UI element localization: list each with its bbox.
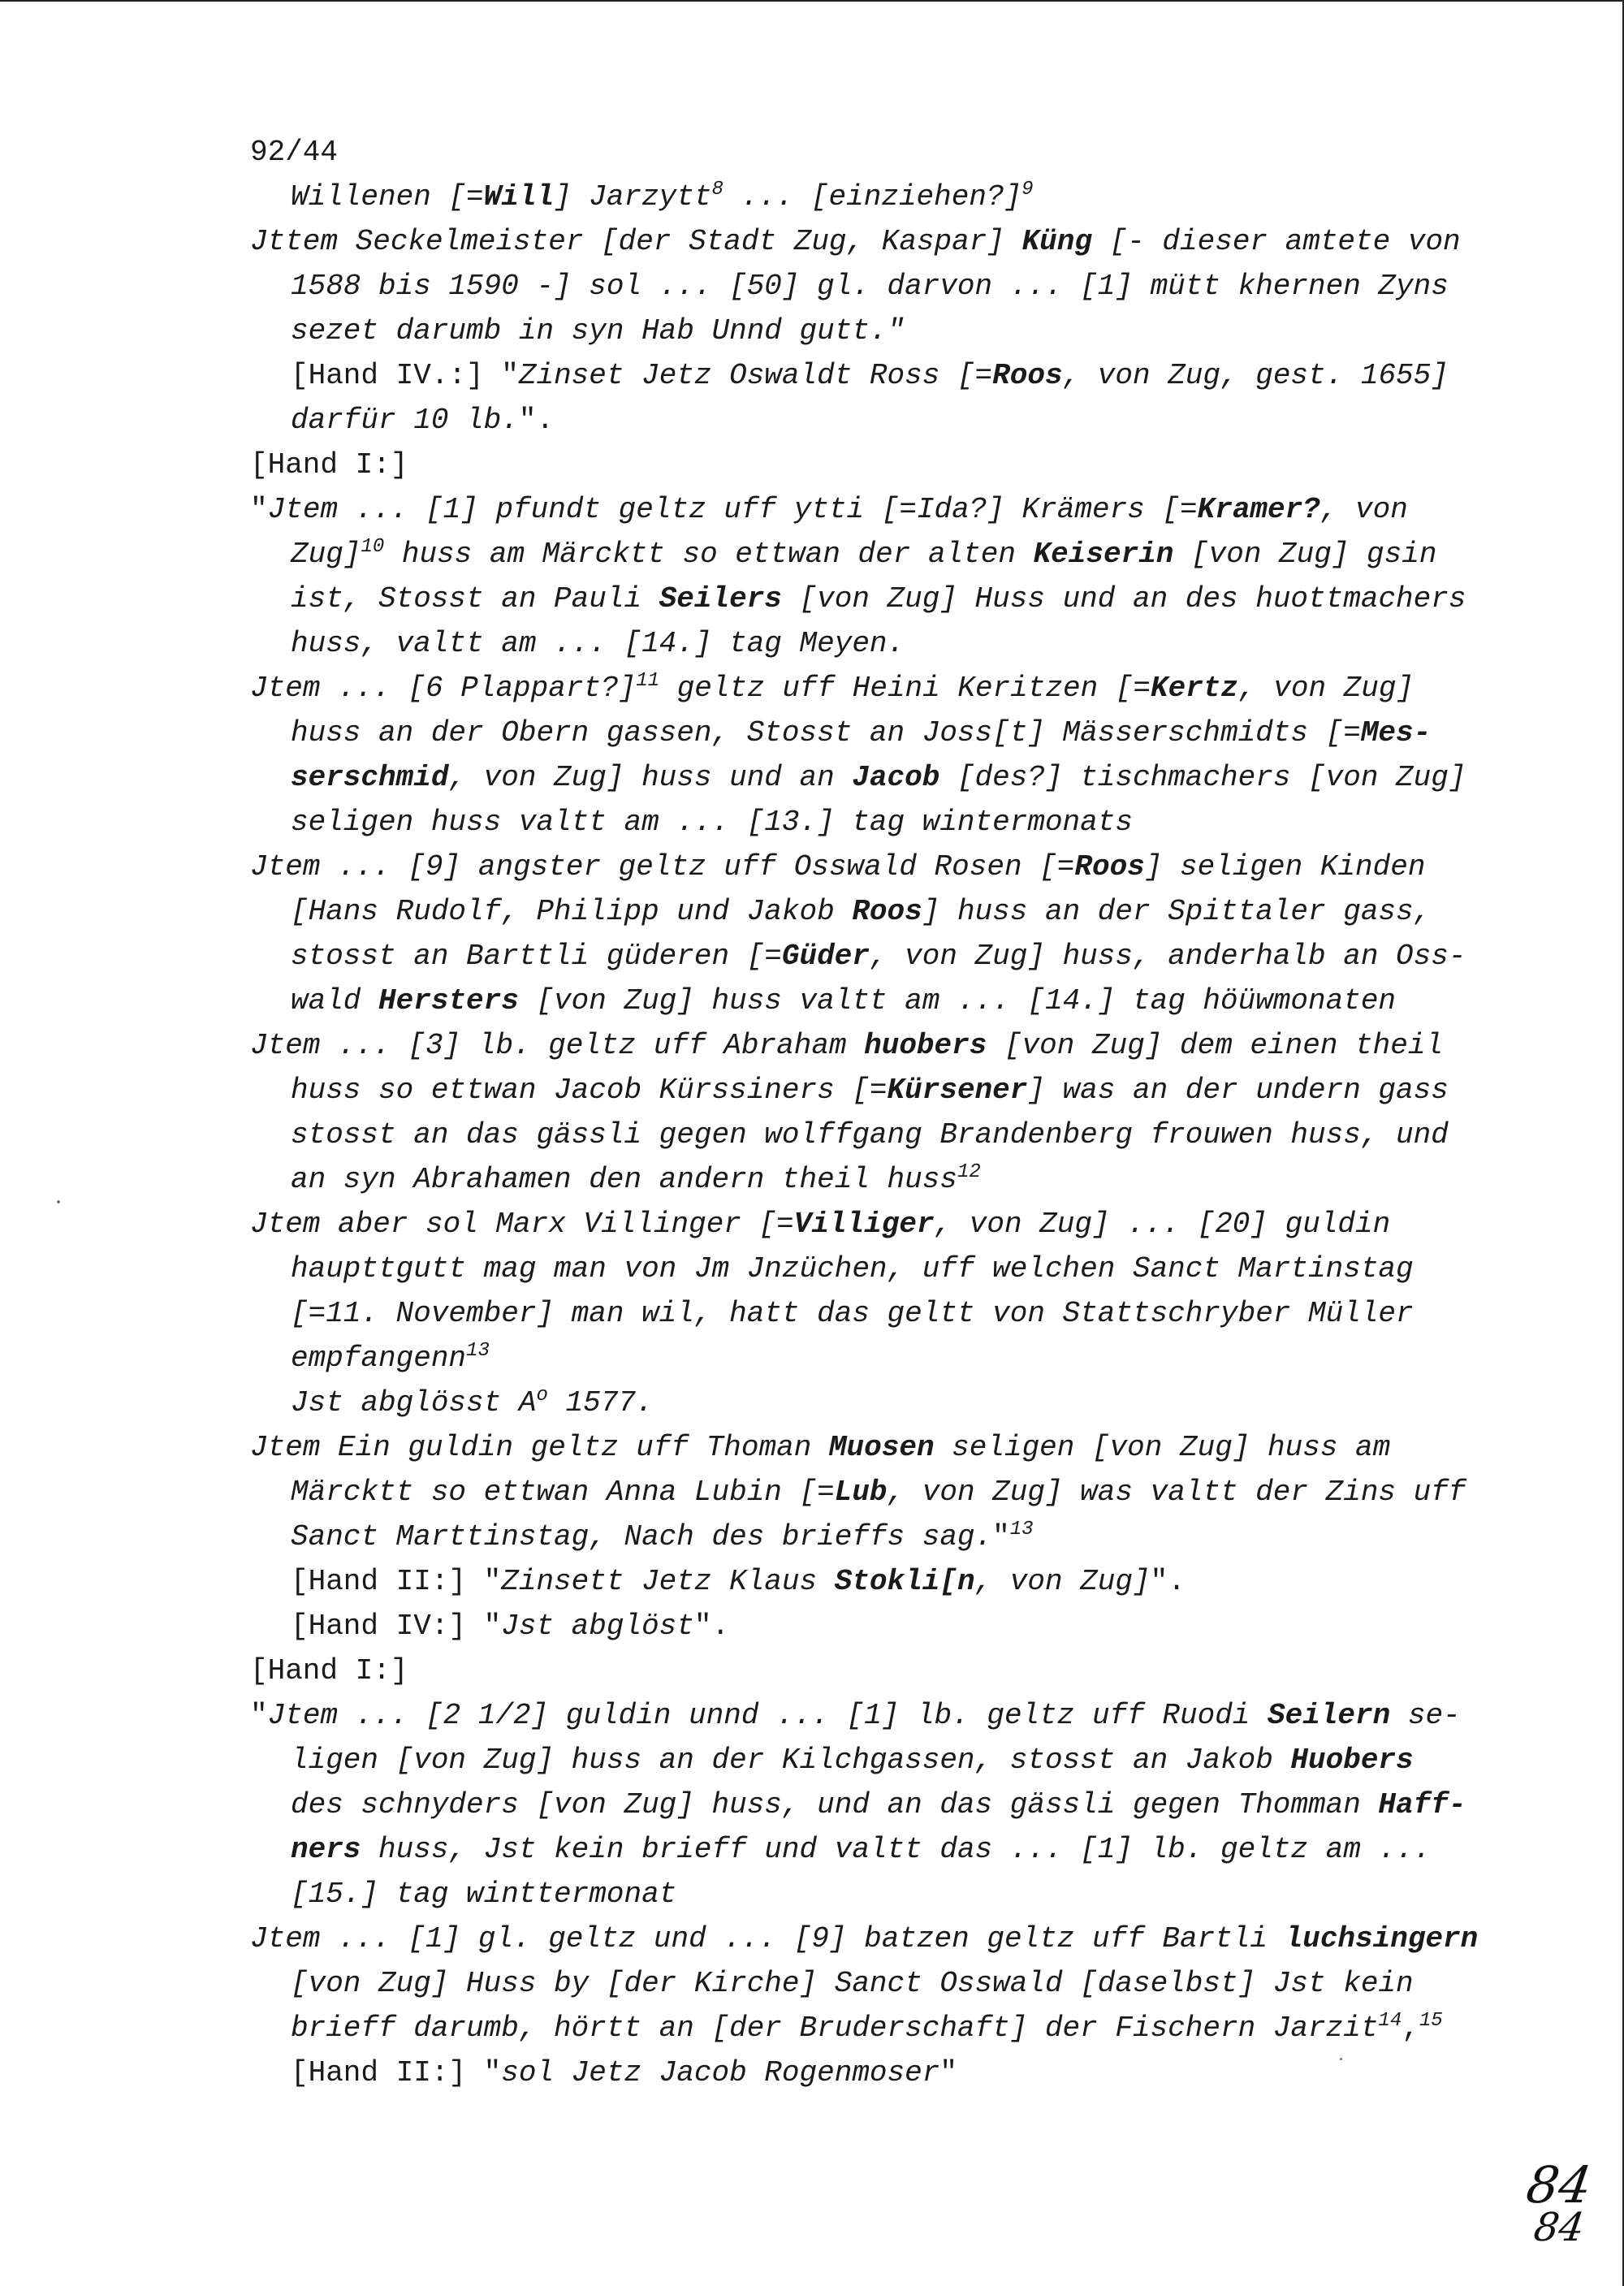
text-run: , von Zug] ... [20] guldin	[934, 1208, 1391, 1241]
text-run: , von Zug] huss und an	[448, 761, 853, 794]
text-run: [- dieser amtete von	[1091, 225, 1461, 258]
transcription-body	[250, 130, 1501, 2095]
footnote-marker: 11	[636, 670, 660, 692]
text-run: huss am Märcktt so ettwan der alten	[384, 538, 1034, 571]
text-run: , von Zug]	[1238, 672, 1415, 705]
transcription-line	[250, 2050, 1501, 2095]
text-run: Jtem Ein guldin geltz uff Thoman	[250, 1431, 829, 1464]
text-run: huss so ettwan Jacob Kürssiners [=	[291, 1074, 888, 1107]
text-run: "	[250, 1699, 268, 1732]
text-run: huss an der Obern gassen, Stosst an Joss[t] Mässerschmidts [=	[291, 716, 1361, 750]
transcription-line	[250, 175, 1501, 219]
bold-name: Seilers	[659, 582, 782, 616]
transcription-line	[250, 532, 1501, 577]
bold-name: Roos	[852, 895, 922, 928]
transcription-line	[250, 2006, 1501, 2050]
transcription-lines	[250, 175, 1501, 2095]
footnote-marker: 9	[1021, 179, 1034, 201]
text-run: seligen huss valtt am ... [13.] tag wintermonats	[291, 806, 1133, 839]
text-run: ] Jarzytt	[554, 180, 712, 214]
text-run: Jtem ... [1] gl. geltz und ... [9] batzen geltz uff Bartli	[250, 1922, 1285, 1955]
transcription-line	[250, 1425, 1501, 1470]
transcription-line	[250, 711, 1501, 755]
transcription-line	[250, 443, 1501, 487]
transcription-line	[250, 1604, 1501, 1649]
footnote-marker: 14	[1378, 2010, 1402, 2032]
text-run: ] seligen Kinden	[1144, 850, 1426, 884]
transcription-line	[250, 219, 1501, 264]
bold-name: Kürsener	[887, 1074, 1028, 1107]
bold-name: Haff-	[1378, 1788, 1466, 1821]
transcription-line	[250, 1827, 1501, 1872]
transcription-line	[250, 1917, 1501, 1961]
transcription-line	[250, 934, 1501, 979]
text-run: "	[992, 1520, 1010, 1554]
bold-name: Kramer?	[1197, 493, 1320, 526]
bold-name: Villiger	[793, 1208, 935, 1241]
transcription-line	[250, 1693, 1501, 1738]
transcription-line	[250, 979, 1501, 1023]
text-run: [Hand IV.:] "	[291, 359, 519, 392]
bold-name: Jacob	[852, 761, 940, 794]
transcription-line	[250, 1202, 1501, 1247]
text-run: huss, valtt am ... [14.] tag Meyen.	[291, 627, 905, 660]
bold-name: Küng	[1021, 225, 1092, 258]
bold-name: Lub	[834, 1476, 888, 1509]
bold-name: Seilern	[1268, 1699, 1391, 1732]
text-run: Zinset Jetz Oswaldt Ross [=	[518, 359, 993, 392]
footnote-marker: 12	[957, 1161, 981, 1183]
text-run: brieff darumb, hörtt an [der Bruderschaft] der Fischern Jarzit	[291, 2012, 1379, 2045]
text-run: [=11. November] man wil, hatt das geltt von Stattschryber Müller	[291, 1297, 1414, 1330]
text-run: ligen [von Zug] huss an der Kilchgassen, stosst an Jakob	[291, 1744, 1291, 1777]
text-run: ".	[1150, 1565, 1186, 1598]
footnote-marker: 13	[466, 1340, 490, 1362]
bold-name: Roos	[992, 359, 1063, 392]
footnote-marker: 15	[1419, 2010, 1443, 2032]
text-run: darfür 10 lb.	[291, 404, 519, 437]
transcription-line	[250, 889, 1501, 934]
transcription-line	[250, 1872, 1501, 1917]
transcription-line	[250, 353, 1501, 398]
transcription-line	[250, 1961, 1501, 2006]
transcription-line	[250, 1336, 1501, 1381]
transcription-line	[250, 398, 1501, 443]
text-run: [von Zug] Huss und an des huottmachers	[781, 582, 1466, 616]
text-run: ... [einziehen?]	[723, 180, 1022, 214]
bold-name: Muosen	[828, 1431, 935, 1464]
folio-number	[1522, 2155, 1596, 2250]
folio-handwritten: 84	[1531, 2205, 1587, 2250]
text-run: haupttgutt mag man von Jm Jnzüchen, uff welchen Sanct Martinstag	[291, 1252, 1414, 1286]
bold-name: Huobers	[1290, 1744, 1414, 1777]
text-run: sezet darumb in syn Hab Unnd gutt."	[291, 314, 905, 348]
text-run: stosst an Barttli güderen [=	[291, 940, 782, 973]
transcription-line	[250, 1470, 1501, 1515]
text-run: Willenen [=	[291, 180, 484, 214]
text-run: Jst abglösst A	[291, 1386, 537, 1420]
transcription-line	[250, 1381, 1501, 1425]
bold-name: Roos	[1074, 850, 1145, 884]
text-run: wald	[291, 984, 379, 1018]
transcription-line	[250, 1515, 1501, 1559]
text-run: [des?] tischmachers [von Zug]	[939, 761, 1466, 794]
bold-name: Keiserin	[1033, 538, 1174, 571]
text-run: ".	[518, 404, 555, 437]
text-run: Jtem ... [1] pfundt geltz uff ytti [=Ida?] Krämers [=	[267, 493, 1198, 526]
bold-name: Will	[483, 180, 555, 214]
text-run: Märcktt so ettwan Anna Lubin [=	[291, 1476, 835, 1509]
text-run: ] huss an der Spittaler gass,	[922, 895, 1432, 928]
text-run: ,	[1402, 2012, 1419, 2045]
text-run: [von Zug] gsin	[1173, 538, 1437, 571]
text-run: Jtem ... [3] lb. geltz uff Abraham	[250, 1029, 865, 1062]
text-run: [Hand I:]	[250, 448, 408, 482]
text-run: Zug]	[291, 538, 361, 571]
transcription-line	[250, 666, 1501, 711]
text-run: se-	[1390, 1699, 1461, 1732]
text-run: [Hand IV:] "	[291, 1610, 502, 1643]
transcription-line	[250, 1649, 1501, 1693]
text-run: [15.] tag winttermonat	[291, 1878, 677, 1911]
bold-name: luchsingern	[1285, 1922, 1479, 1955]
text-run: Jtem ... [6 Plappart?]	[250, 672, 637, 705]
text-run: "	[939, 2056, 957, 2089]
transcription-line	[250, 1291, 1501, 1336]
text-run: [Hand I:]	[250, 1654, 408, 1687]
transcription-line	[250, 1738, 1501, 1783]
text-run: "	[250, 493, 268, 526]
text-run: an syn Abrahamen den andern theil huss	[291, 1163, 957, 1196]
transcription-line	[250, 1157, 1501, 1202]
transcription-line	[250, 755, 1501, 800]
transcription-line	[250, 1113, 1501, 1157]
text-run: huss, Jst kein brieff und valtt das ... [1] lb. geltz am ...	[361, 1833, 1432, 1866]
transcription-line	[250, 1068, 1501, 1113]
text-run: Jtem ... [2 1/2] guldin unnd ... [1] lb. geltz uff Ruodi	[267, 1699, 1268, 1732]
text-run: , von	[1320, 493, 1408, 526]
text-run: , von Zug, gest. 1655]	[1062, 359, 1449, 392]
bold-name: serschmid	[291, 761, 449, 794]
footnote-marker: 8	[711, 179, 723, 201]
text-run: 1577.	[547, 1386, 654, 1420]
text-run: Jtem aber sol Marx Villinger [=	[250, 1208, 794, 1241]
bold-name: Güder	[781, 940, 870, 973]
bold-name: Hersters	[378, 984, 519, 1018]
text-run: ist, Stosst an Pauli	[291, 582, 659, 616]
text-run: Zinsett Jetz Klaus	[501, 1565, 835, 1598]
text-run: empfangenn	[291, 1342, 467, 1375]
text-run: , von Zug] was valtt der Zins uff	[887, 1476, 1466, 1509]
transcription-line	[250, 845, 1501, 889]
folio-stamped: 84	[1522, 2155, 1596, 2215]
page-number: 92/44	[250, 136, 339, 169]
text-run: Jtem ... [9] angster geltz uff Osswald Rosen [=	[250, 850, 1075, 884]
transcription-line	[250, 264, 1501, 309]
transcription-line	[250, 1247, 1501, 1291]
footnote-marker: o	[536, 1385, 548, 1407]
text-run: , von Zug] huss, anderhalb an Oss-	[869, 940, 1466, 973]
transcription-line	[250, 1559, 1501, 1604]
text-run: [Hans Rudolf, Philipp und Jakob	[291, 895, 853, 928]
bold-name: Mes-	[1360, 716, 1432, 750]
transcription-line	[250, 487, 1501, 532]
bold-name: huobers	[864, 1029, 987, 1062]
text-run: ] was an der undern gass	[1027, 1074, 1449, 1107]
bold-name: Kertz	[1151, 672, 1239, 705]
text-run: [von Zug] dem einen theil	[987, 1029, 1444, 1062]
scan-speck	[57, 1200, 60, 1203]
text-run: sol Jetz Jacob Rogenmoser	[501, 2056, 940, 2089]
text-run: [von Zug] huss valtt am ... [14.] tag höüwmonaten	[518, 984, 1397, 1018]
text-run: seligen [von Zug] huss am	[934, 1431, 1391, 1464]
footnote-marker: 13	[1009, 1519, 1034, 1541]
transcription-line	[250, 577, 1501, 621]
text-run: Jst abglöst	[501, 1610, 694, 1643]
text-run: [Hand II:] "	[291, 1565, 502, 1598]
transcription-line	[250, 309, 1501, 353]
transcription-line	[250, 1023, 1501, 1068]
bold-name: ners	[291, 1833, 361, 1866]
text-run: Jttem Seckelmeister [der Stadt Zug, Kaspar]	[250, 225, 1022, 258]
text-run: Sanct Marttinstag, Nach des brieffs sag.	[291, 1520, 993, 1554]
transcription-line	[250, 1783, 1501, 1827]
bold-name: Stokli[n	[834, 1565, 975, 1598]
footnote-marker: 10	[361, 536, 385, 558]
scan-speck	[1340, 2058, 1342, 2060]
text-run: des schnyders [von Zug] huss, und an das gässli gegen Thomman	[291, 1788, 1379, 1821]
text-run: stosst an das gässli gegen wolffgang Brandenberg frouwen huss, und	[291, 1118, 1449, 1152]
text-run: [Hand II:] "	[291, 2056, 502, 2089]
transcription-line	[250, 621, 1501, 666]
text-run: geltz uff Heini Keritzen [=	[659, 672, 1151, 705]
transcription-line	[250, 800, 1501, 845]
text-run: , von Zug]	[974, 1565, 1151, 1598]
text-run: 1588 bis 1590 -] sol ... [50] gl. darvon ... [1] mütt khernen Zyns	[291, 270, 1449, 303]
text-run: [von Zug] Huss by [der Kirche] Sanct Osswald [daselbst] Jst kein	[291, 1967, 1414, 2000]
text-run: ".	[693, 1610, 730, 1643]
